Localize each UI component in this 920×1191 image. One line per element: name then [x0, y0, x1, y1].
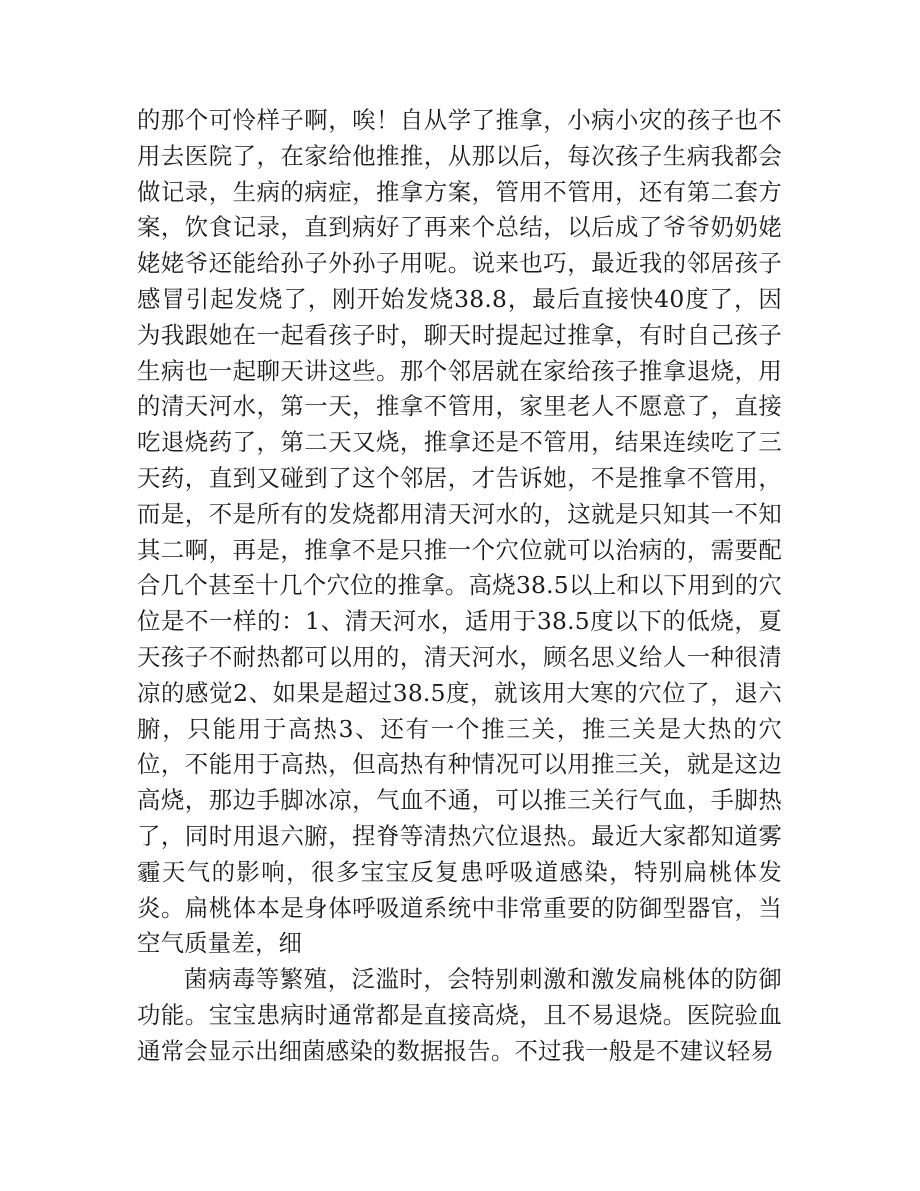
paragraph-1: 的那个可怜样子啊，唉！自从学了推拿，小病小灾的孩子也不用去医院了，在家给他推推，从那以后，每次孩子生病我都会做记录，生病的病症，推拿方案，管用不管用，还有第二套方案，饮食记录，直到病好了再来个总结，以后成了爷爷奶奶姥姥姥爷还能给孙子外孙子用呢。说来也巧，最近我的邻居孩子感冒引起发烧了，刚开始发烧38.8，最后直接快40度了，因为我跟她在一起看孩子时，聊天时提起过推拿，有时自己孩子生病也一起聊天讲这些。那个邻居就在家给孩子推拿退烧，用的清天河水，第一天，推拿不管用，家里老人不愿意了，直接吃退烧药了，第二天又烧，推拿还是不管用，结果连续吃了三天药，直到又碰到了这个邻居，才告诉她，不是推拿不管用，而是，不是所有的发烧都用清天河水的，这就是只知其一不知其二啊，再是，推拿不是只推一个穴位就可以治病的，需要配合几个甚至十几个穴位的推拿。高烧38.5以上和以下用到的穴位是不一样的：1、清天河水，适用于38.5度以下的低烧，夏天孩子不耐热都可以用的，清天河水，顾名思义给人一种很清凉的感觉2、如果是超过38.5度，就该用大寒的穴位了，退六腑，只能用于高热3、还有一个推三关，推三关是大热的穴位，不能用于高热，但高热有种情况可以用推三关，就是这边高烧，那边手脚冰凉，气血不通，可以推三关行气血，手脚热了，同时用退六腑，捏脊等清热穴位退热。最近大家都知道雾霾天气的影响，很多宝宝反复患呼吸道感染，特别扁桃体发炎。扁桃体本是身体呼吸道系统中非常重要的防御型器官，当空气质量差，细 [137, 106, 782, 958]
document-body [137, 103, 782, 1070]
paragraph-2: 菌病毒等繁殖，泛滥时，会特别刺激和激发扁桃体的防御功能。宝宝患病时通常都是直接高烧，且不易退烧。医院验血通常会显示出细菌感染的数据报告。不过我一般是不建议轻易 [137, 965, 782, 1065]
